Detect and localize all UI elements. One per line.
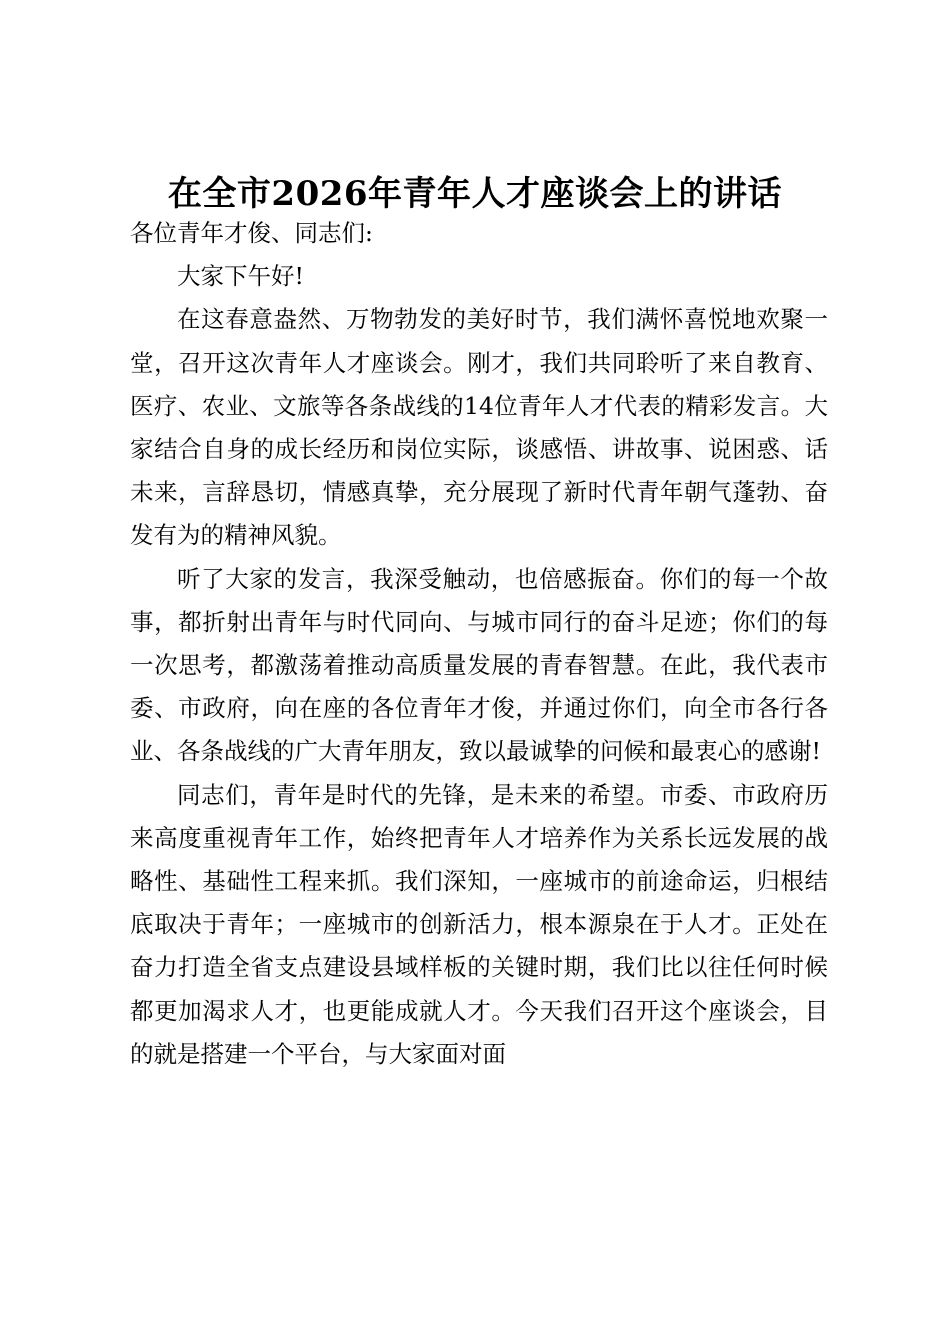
document-title: 在全市2026年青年人才座谈会上的讲话 (167, 174, 783, 214)
body-paragraph: 同志们，青年是时代的先锋，是未来的希望。市委、市政府历来高度重视青年工作，始终把青年人才培养作为关系长远发展的战略性、基础性工程来抓。我们深知，一座城市的前途命运，归根结底取决于青年；一座城市的创新活力，根本源泉在于人才。正处在奋力打造全省支点建设县域样板的关键时期，我们比以往任何时候都更加渴求人才，也更能成就人才。今天我们召开这个座谈会，目的就是搭建一个平台，与大家面对面 (130, 780, 828, 1068)
salutation: 各位青年才俊、同志们: (130, 219, 373, 247)
document-body (130, 212, 828, 1076)
body-paragraph: 在这春意盎然、万物勃发的美好时节，我们满怀喜悦地欢聚一堂，召开这次青年人才座谈会。刚才，我们共同聆听了来自教育、医疗、农业、文旅等各条战线的14位青年人才代表的精彩发言。大家结合自身的成长经历和岗位实际，谈感悟、讲故事、说困惑、话未来，言辞恳切，情感真挚，充分展现了新时代青年朝气蓬勃、奋发有为的精神风貌。 (130, 305, 828, 550)
body-paragraph: 听了大家的发言，我深受触动，也倍感振奋。你们的每一个故事，都折射出青年与时代同向、与城市同行的奋斗足迹；你们的每一次思考，都激荡着推动高质量发展的青春智慧。在此，我代表市委、市政府，向在座的各位青年才俊，并通过你们，向全市各行各业、各条战线的广大青年朋友，致以最诚挚的问候和最衷心的感谢! (130, 564, 828, 766)
greeting-paragraph: 大家下午好! (177, 262, 304, 291)
